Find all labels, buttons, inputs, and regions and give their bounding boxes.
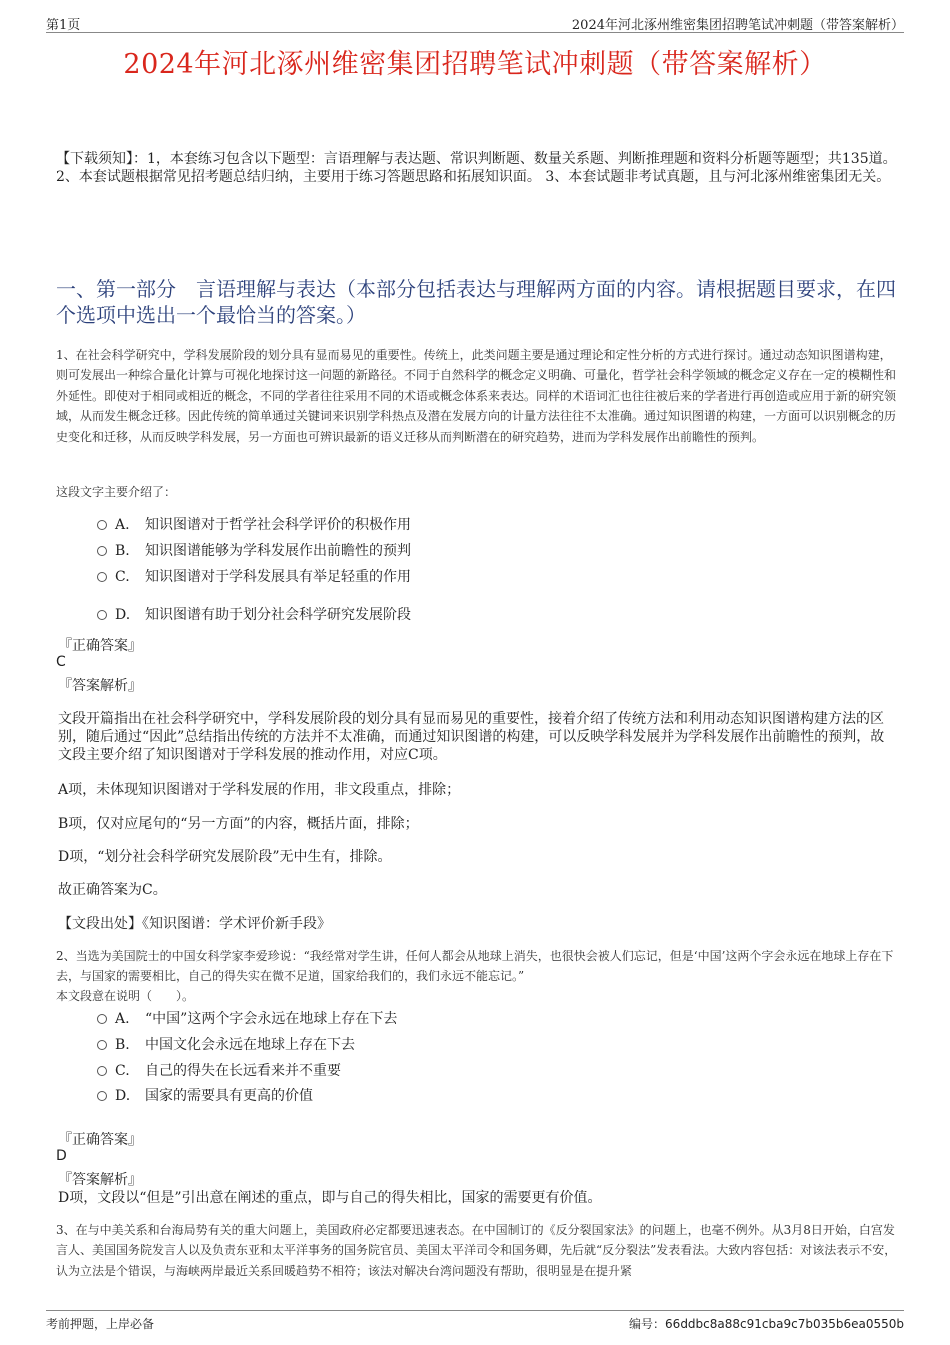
radio-icon[interactable] [97, 572, 107, 582]
q1-stem: 1、在社会科学研究中，学科发展阶段的划分具有显而易见的重要性。传统上，此类问题主要是通过理论和定性分析的方式进行探讨。通过动态知识图谱构建，则可发展出一种综合量化计算与可视化地探讨这一问题的新路径。不同于自然科学的概念定义明确、可量化，哲学社会科学领域的概念定义存在一定的模糊性和外延性。即使对于相同或相近的概念，不同的学者往往采用不同的术语或概念体系来表达。同样的术语词汇也往往被后来的学者进行再创造或应用于新的研究领域，从而发生概念迁移。因此传统的简单通过关键词来识别学科热点及潜在发展方向的计量方法往往不太准确。通过知识图谱的构建，一方面可以识别概念的历史变化和迁移，从而反映学科发展，另一方面也可辨识最新的语义迁移从而判断潜在的研究趋势，进而为学科发展作出前瞻性的预判。 [56, 348, 897, 444]
q2-analysis: D项，文段以“但是”引出意在阐述的重点，即与自己的得失相比，国家的需要更有价值。 [58, 1190, 602, 1206]
q2-option-a[interactable]: A. “中国”这两个字会永远在地球上存在下去 [97, 1009, 397, 1029]
page-title: 2024年河北涿州维密集团招聘笔试冲刺题（带答案解析） [123, 49, 827, 80]
radio-icon[interactable] [97, 520, 107, 530]
header-doc-title: 2024年河北涿州维密集团招聘笔试冲刺题（带答案解析） [571, 18, 904, 33]
q3-stem: 3、在与中美关系和台海局势有关的重大问题上，美国政府必定都要迅速表态。在中国制订的《反分裂国家法》的问题上，也毫不例外。从3月8日开始，白宫发言人、美国国务院发言人以及负责东亚和太平洋事务的国务院官员、美国太平洋司令和国务卿，先后就“反分裂法”发表看法。大致内容包括：对该法表示不安，认为立法是个错误，与海峡两岸最近关系回暖趋势不相符；该法对解决台湾问题没有帮助，很明显是在提升紧 [56, 1223, 897, 1278]
radio-icon[interactable] [97, 1040, 107, 1050]
q1-analysis-b: B项，仅对应尾句的“另一方面”的内容，概括片面，排除； [58, 816, 419, 832]
q1-option-c[interactable]: C. 知识图谱对于学科发展具有举足轻重的作用 [97, 567, 411, 587]
q1-analysis-d: D项，“划分社会科学研究发展阶段”无中生有，排除。 [58, 849, 392, 865]
q1-analysis-a: A项，未体现知识图谱对于学科发展的作用，非文段重点，排除； [58, 782, 461, 798]
radio-icon[interactable] [97, 546, 107, 556]
q1-option-d[interactable]: D. 知识图谱有助于划分社会科学研究发展阶段 [97, 605, 411, 625]
q1-source: 【文段出处】《知识图谱：学术评价新手段》 [58, 916, 331, 932]
q2-option-b[interactable]: B. 中国文化会永远在地球上存在下去 [97, 1035, 355, 1055]
q1-option-a[interactable]: A. 知识图谱对于哲学社会科学评价的积极作用 [97, 515, 411, 535]
radio-icon[interactable] [97, 1066, 107, 1076]
page-header [46, 10, 904, 33]
q1-conclusion: 故正确答案为C。 [58, 882, 167, 898]
q2-analysis-label: 『答案解析』 [58, 1172, 142, 1188]
q1-option-b[interactable]: B. 知识图谱能够为学科发展作出前瞻性的预判 [97, 541, 411, 561]
q2-option-d[interactable]: D. 国家的需要具有更高的价值 [97, 1086, 313, 1106]
radio-icon[interactable] [97, 1014, 107, 1024]
download-notice: 【下载须知】：1，本套练习包含以下题型：言语理解与表达题、常识判断题、数量关系题、判断推理题和资料分析题等题型；共135道。 2、本套试题根据常见招考题总结归纳，主要用于练习答题思路和拓展知识面。 3、本套试题非考试真题，且与河北涿州维密集团无关。 [56, 151, 897, 185]
q2-stem: 2、当选为美国院士的中国女科学家李爱珍说：“我经常对学生讲，任何人都会从地球上消失，也很快会被人们忘记，但是‘中国’这两个字会永远在地球上存在下去，与国家的需要相比，自己的得失实在微不足道，国家给我们的，我们永远不能忘记。” [56, 949, 894, 984]
q1-analysis-label: 『答案解析』 [58, 678, 142, 694]
q1-answer: C [56, 654, 66, 670]
q2-answer: D [56, 1148, 67, 1164]
q2-question: 本文段意在说明（ ）。 [56, 989, 195, 1003]
q2-option-c[interactable]: C. 自己的得失在长远看来并不重要 [97, 1061, 341, 1081]
q1-answer-label: 『正确答案』 [58, 638, 142, 654]
q1-analysis: 文段开篇指出在社会科学研究中，学科发展阶段的划分具有显而易见的重要性，接着介绍了传统方法和利用动态知识图谱构建方法的区别，随后通过“因此”总结指出传统的方法并不太准确，而通过知识图谱的构建，可以反映学科发展并为学科发展作出前瞻性的预判，故文段主要介绍了知识图谱对于学科发展的推动作用，对应C项。 [58, 711, 885, 763]
q1-question: 这段文字主要介绍了： [56, 485, 177, 499]
radio-icon[interactable] [97, 610, 107, 620]
page-number: 第1页 [46, 18, 81, 33]
page-footer [46, 1310, 904, 1331]
section-heading: 一、第一部分 言语理解与表达（本部分包括表达与理解两方面的内容。请根据题目要求，在四个选项中选出一个最恰当的答案。） [56, 277, 896, 327]
q2-answer-label: 『正确答案』 [58, 1132, 142, 1148]
radio-icon[interactable] [97, 1091, 107, 1101]
footer-code: 编号：66ddbc8a88c91cba9c7b035b6ea0550b [629, 1317, 904, 1331]
footer-slogan: 考前押题，上岸必备 [46, 1317, 155, 1331]
